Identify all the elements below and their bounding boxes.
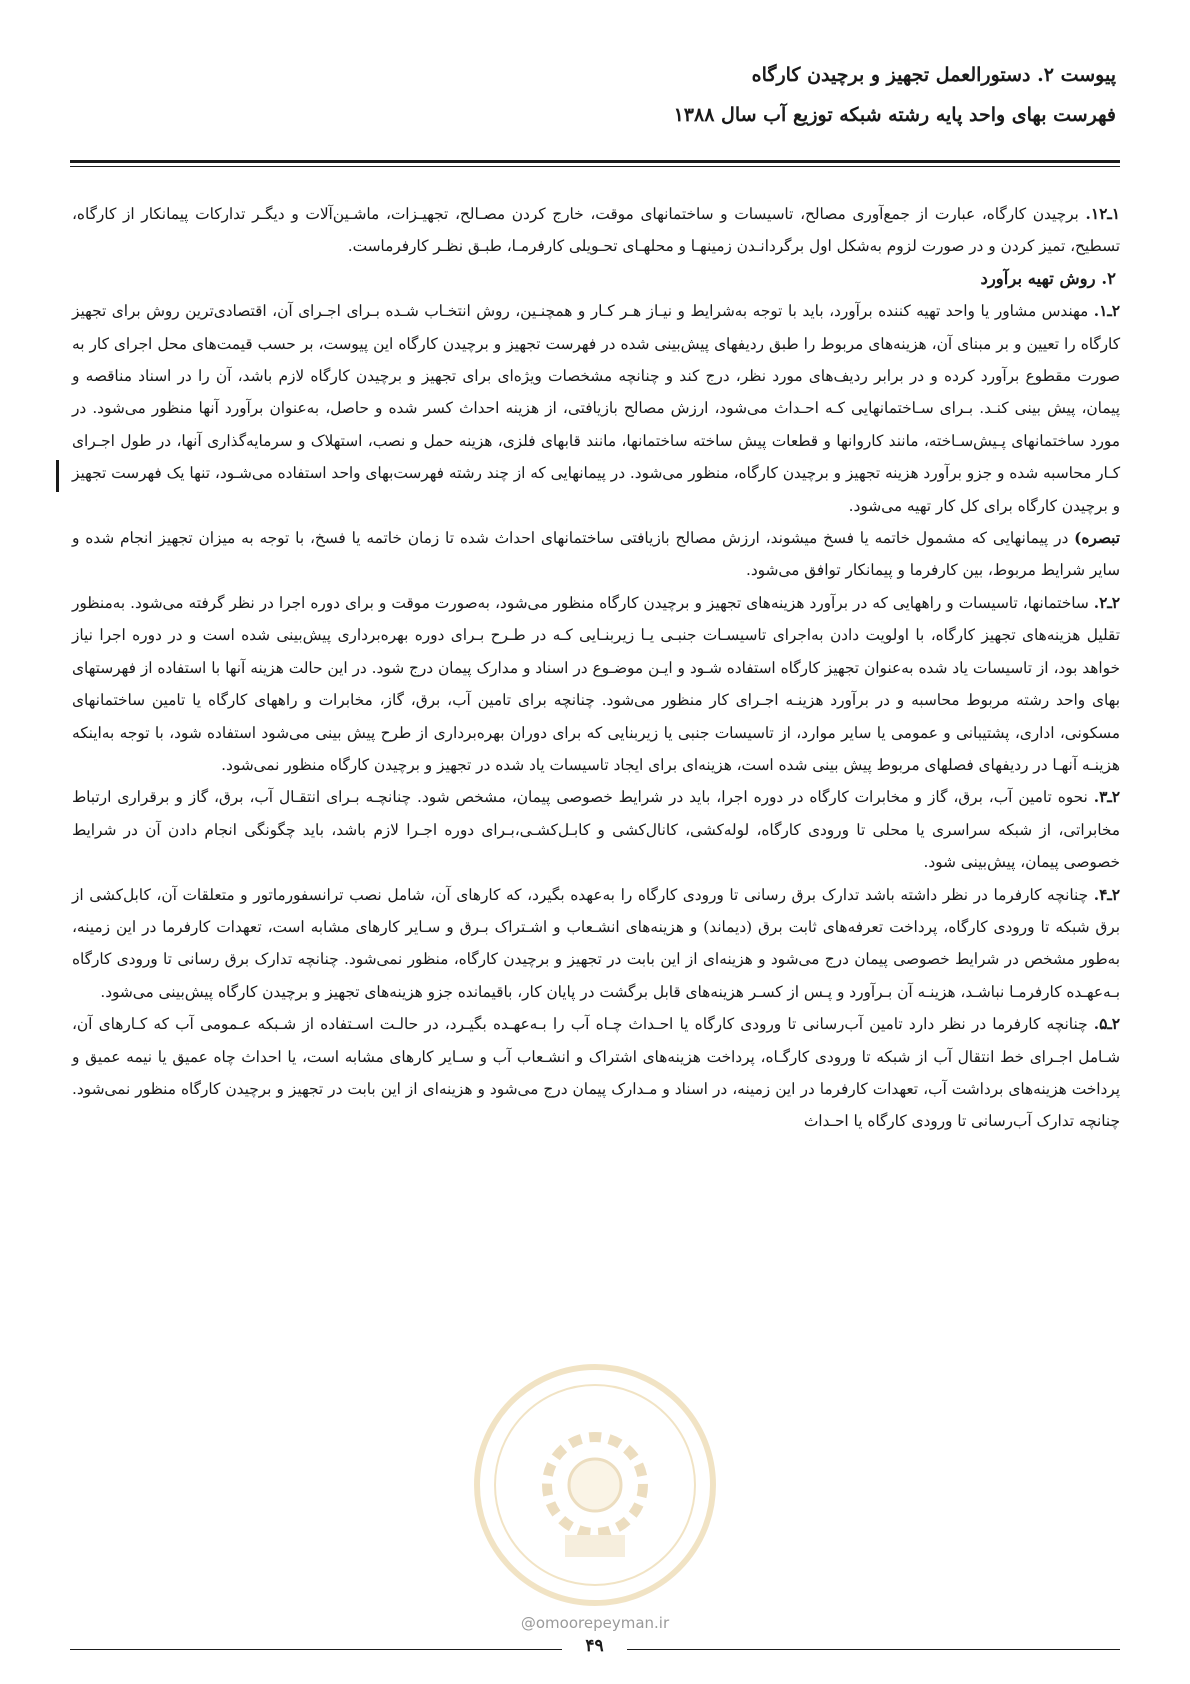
clause-number: ۱ـ۱۲.	[1085, 205, 1120, 223]
paragraph-2-5	[72, 1008, 1120, 1138]
paragraph-2-3	[72, 781, 1120, 878]
clause-text: ساختمانها، تاسیسات و راههایی که در برآورد هزینه‌های تجهیز و برچیدن کارگاه منظور می‌شود، به‌صورت موقت و برای دوره اجرا در نظر گرفته می‌شود. به‌منظور تقلیل هزینه‌های تجهیز کارگاه، با اولویت دادن به‌اجرای تاسیسـات جنبـی یـا زیربنـایی کـه در طـرح بـرای دوره بهره‌برداری پیش‌بینی شده است و در دوره اجرا نیاز خواهد بود، از تاسیسات یاد شده به‌عنوان تجهیز کارگاه استفاده شـود و ایـن موضـوع در اسناد و مدارک پیمان درج شود. در این حالت هزینه آنها با استفاده از فهرستهای بهای واحد رشته مربوط محاسبه و در برآورد هزینـه اجـرای کار منظور می‌شود. چنانچه برای تامین آب، برق، گاز، مخابرات و راههای کارگاه یا تامین ساختمانهای مسکونی، اداری، پشتیبانی و عمومی یا سایر موارد، از تاسیسات جنبی یا زیربنایی که برای دوران بهره‌برداری از طرح پیش بینی می‌شود استفاده شود، با توجه به‌اینکه هزینـه آنهـا در ردیفهای فصلهای مربوط پیش بینی شده است، هزینه‌ای برای ایجاد تاسیسات یاد شده در تجهیز و برچیدن کارگاه منظور نمی‌شود.	[72, 593, 1120, 774]
clause-text: برچیدن کارگاه، عبارت از جمع‌آوری مصالح، تاسیسات و ساختمانهای موقت، خارج کردن مصـالح، تجهیـزات، ماشـین‌آلات و دیگـر تدارکات پیمانکار از کارگاه، تسطیح، تمیز کردن و در صورت لزوم به‌شکل اول برگردانـدن زمینهـا و محلهـای تحـویلی کارفرمـا، طبـق نظـر کارفرماست.	[72, 205, 1120, 256]
clause-text: چنانچه کارفرما در نظر داشته باشد تدارک برق رسانی تا ورودی کارگاه را به‌عهده بگیرد، که کارهای آن، شامل نصب ترانسفورماتور و متعلقات آن، کابل‌کشی از برق شبکه تا ورودی کارگاه، پرداخت تعرفه‌های ثابت برق (دیماند) و هزینه‌های انشـعاب و اشـتراک بـرق و سـایر کارهای مشابه است، تعهدات کارفرما در این زمینه، به‌طور مشخص در شرایط خصوصی پیمان درج می‌شود و هزینه‌ای از این بابت در تجهیز و برچیدن کارگاه، منظور نمی‌شود. چنانچه تدارک برق رسانی تا ورودی کارگاه بـه‌عهـده کارفرمـا نباشـد، هزینـه آن بـرآورد و پـس از کسـر هزینه‌های قابل برگشت در پایان کار، باقیمانده جزو هزینه‌های تجهیز و برچیدن کارگاه پیش‌بینی می‌شود.	[72, 885, 1120, 1001]
watermark-url: @omoorepeyman.ir	[520, 1614, 670, 1632]
watermark-logo-icon	[470, 1360, 720, 1610]
paragraph-2-4	[72, 879, 1120, 1009]
note-label: تبصره)	[1074, 529, 1120, 548]
footer-rule-right	[627, 1649, 1120, 1650]
header-rule-thin	[70, 166, 1120, 167]
clause-number: ۲ـ۵.	[1093, 1015, 1120, 1034]
clause-number: ۲ـ۲.	[1093, 593, 1120, 612]
footer-rule-left	[70, 1649, 562, 1650]
paragraph-2-1	[72, 295, 1120, 522]
header-rule-thick	[70, 160, 1120, 163]
section-2-heading: ۲. روش تهیه برآورد	[980, 268, 1116, 288]
clause-number: ۲ـ۴.	[1093, 885, 1120, 904]
note-paragraph	[72, 522, 1120, 587]
price-list-title: فهرست بهای واحد پایه رشته شبکه توزیع آب سال ۱۳۸۸	[673, 104, 1116, 126]
clause-number: ۲ـ۱.	[1093, 302, 1120, 321]
clause-number: ۲ـ۳.	[1093, 788, 1120, 807]
appendix-title: پیوست ۲. دستورالعمل تجهیز و برچیدن کارگاه	[751, 64, 1116, 86]
page-header	[56, 60, 1116, 130]
clause-text: مهندس مشاور یا واحد تهیه کننده برآورد، باید با توجه به‌شرایط و نیـاز هـر کـار و همچنـین، روش انتخـاب شـده بـرای اجـرای آن، اقتصادی‌ترین روش برای تجهیز کارگاه را تعیین و بر مبنای آن، هزینه‌های مربوط را طبق ردیفهای پیش‌بینی شده در فهرست تجهیز و برچیدن کارگاه این پیوست، بر حسب قیمت‌های محل اجرای کار به صورت مقطوع برآورد کرده و در برابر ردیف‌های مورد نظر، درج کند و چنانچه مشخصات ویژه‌ای برای تجهیز و برچیدن کارگاه لازم باشد، آن را در اسناد مناقصه و پیمان، پیش بینی کنـد. بـرای سـاختمانهایی کـه احـداث می‌شود، ارزش مصالح بازیافتی، از هزینه احداث کسر شده و حاصل، به‌عنوان برآورد آنها منظور می‌شود. در مورد ساختمانهای پـیش‌سـاخته، مانند کاروانها و قطعات پیش ساخته ساختمانها، مانند قابهای فلزی، هزینه حمل و نصب، استهلاک و سرمایه‌گذاری آنها، در طول اجـرای کـار محاسبه شده و جزو برآورد هزینه تجهیز و برچیدن کارگاه، منظور می‌شود. در پیمانهایی که از چند رشته فهرست‌بهای واحد استفاده می‌شـود، تنها یک فهرست تجهیز و برچیدن کارگاه برای کل کار تهیه می‌شود.	[72, 302, 1120, 515]
page-number: ۴۹	[585, 1636, 604, 1656]
revision-margin-bar	[56, 460, 59, 492]
note-text: در پیمانهایی که مشمول خاتمه یا فسخ میشوند، ارزش مصالح بازیافتی ساختمانهای احداث شده تا زمان خاتمه یا فسخ، با توجه به میزان تجهیز انجام شده و سایر شرایط مربوط، بین کارفرما و پیمانکار توافق می‌شود.	[72, 529, 1120, 580]
paragraph-1-12	[72, 198, 1120, 263]
clause-text: چنانچه کارفرما در نظر دارد تامین آب‌رسانی تا ورودی کارگاه یا احـداث چـاه آب را بـه‌عهـده بگیـرد، در حالـت اسـتفاده از شـبکه عـمومی آب که کـارهای آن، شـامل اجـرای خط انتقال آب از شبکه تا ورودی کارگـاه، پرداخت هزینه‌های اشتراک و انشـعاب آب و سـایر کارهای مشابه است، یا احداث چاه عمیق یا نیمه عمیق و پرداخت هزینه‌های برداشت آب، تعهدات کارفرما در این زمینه، در اسناد و مـدارک پیمان درج می‌شود و هزینه‌ای از این بابت در تجهیز و برچیدن کارگاه منظور نمی‌شود. چنانچه تدارک آب‌رسانی تا ورودی کارگاه یا احـداث	[72, 1015, 1121, 1131]
paragraph-2-2	[72, 587, 1120, 781]
clause-text: نحوه تامین آب، برق، گاز و مخابرات کارگاه در دوره اجرا، باید در شرایط خصوصی پیمان، مشخص شود. چنانچـه بـرای انتقـال آب، برق، گاز و برقراری ارتباط مخابراتی، از شبکه سراسری یا محلی تا ورودی کارگاه، لوله‌کشی، کانال‌کشی و کابـل‌کشـی،بـرای دوره اجـرا لازم باشد، باید چگونگی انجام دادن آن در شرایط خصوصی پیمان، پیش‌بینی شود.	[72, 788, 1120, 872]
document-body	[72, 198, 1120, 1138]
